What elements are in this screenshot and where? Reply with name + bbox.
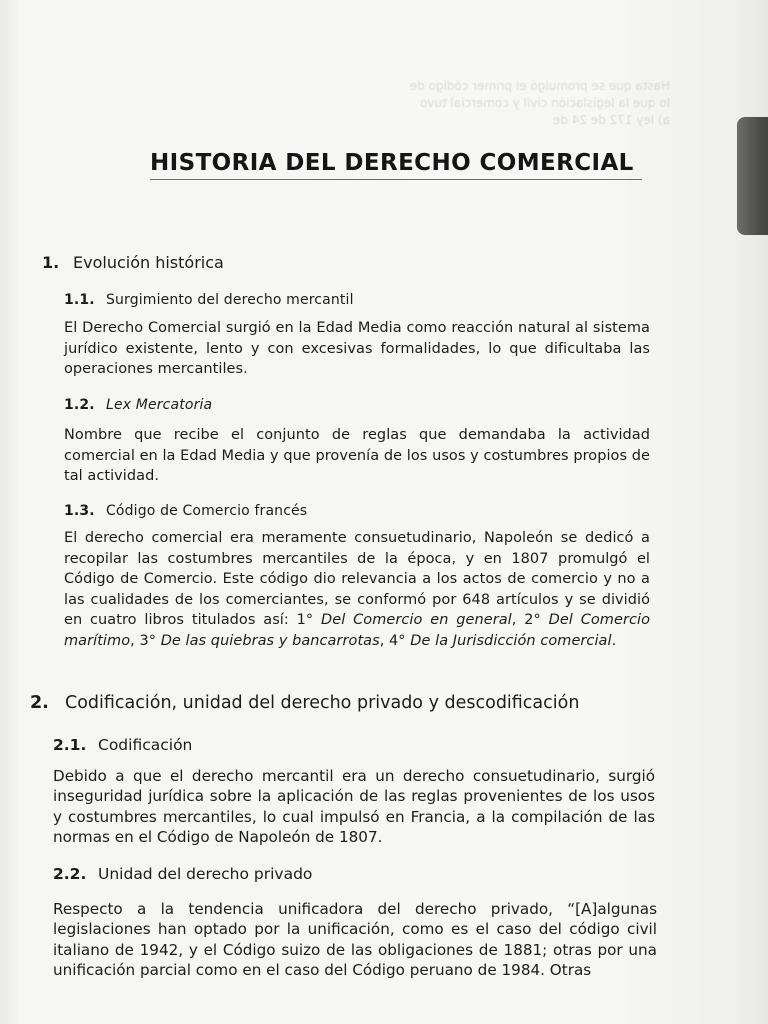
section-1-heading: [42, 253, 224, 272]
paragraph: Debido a que el derecho mercantil era un derecho consuetudinario, surgió inseguridad jurídica sobre la aplicación de las reglas provenientes de los usos y costumbres mercantiles, lo cual impulsó en Francia, a la compilación de las normas en el Código de Napoleón de 1807.: [53, 767, 655, 846]
text-run: .: [611, 632, 617, 649]
section-number: 2.: [30, 693, 49, 713]
text-run: , 4°: [379, 632, 411, 649]
paragraph: El Derecho Comercial surgió en la Edad Media como reacción natural al sistema jurídico existente, lento y con excesivas formalidades, lo que dificultaba las operaciones mercantiles.: [64, 320, 650, 377]
subsection-number: 1.2.: [64, 397, 95, 413]
subsection-1-1-text: [64, 318, 650, 380]
page-title: HISTORIA DEL DERECHO COMERCIAL: [150, 150, 634, 176]
section-number: 1.: [42, 253, 60, 272]
show-through-text: Hasta que se promulgó el primer código de lo que la legislación civil y comercial tuvo a) ley 172 de 24 de: [409, 79, 670, 127]
text-run: El derecho comercial era meramente consuetudinario, Napoleón se dedicó a recopilar las costumbres mercantiles de la época, y en 1807 promulgó el Código de Comercio. Este código dio relevancia a los actos de comercio y no a las cualidades de los comerciantes, se conformó por 648 artículos y se dividió en cuatro libros titulados así: 1°: [64, 530, 650, 628]
subsection-title: Codificación: [98, 736, 193, 754]
page-tab-marker: [737, 117, 768, 235]
subsection-number: 2.1.: [53, 736, 87, 754]
section-title: Codificación, unidad del derecho privado y descodificación: [65, 693, 580, 713]
subsection-2-1-heading: [53, 736, 192, 754]
book-title: De la Jurisdicción comercial: [410, 632, 612, 649]
book-title: Del Comercio en general: [321, 612, 512, 628]
subsection-1-1-heading: [64, 292, 354, 308]
subsection-number: 1.1.: [64, 292, 95, 308]
subsection-1-3-text: [64, 528, 650, 651]
subsection-title: Lex Mercatoria: [106, 397, 213, 413]
subsection-number: 1.3.: [64, 503, 95, 519]
text-run: , 3°: [130, 632, 161, 649]
section-2-heading: [30, 693, 579, 713]
text-run: , 2°: [511, 612, 549, 628]
paragraph: Respecto a la tendencia unificadora del derecho privado, “[A]algunas legislaciones han optado por la unificación, como es el caso del código civil italiano de 1942, y el Código suizo de las obligaciones de 1881; otras por una unificación parcial como en el caso del Código peruano de 1984. Otras: [53, 900, 657, 979]
subsection-1-3-heading: [64, 503, 307, 519]
subsection-2-2-text: [53, 899, 657, 980]
book-title: De las quiebras y bancarrotas: [160, 632, 380, 649]
subsection-1-2-heading: [64, 397, 212, 413]
book-title: Del Comercio marítimo: [64, 612, 650, 649]
title-underline: [150, 179, 642, 180]
subsection-title: Surgimiento del derecho mercantil: [106, 292, 354, 308]
paragraph: Nombre que recibe el conjunto de reglas que demandaba la actividad comercial en la Edad Media y que provenía de los usos y costumbres propios de tal actividad.: [64, 427, 650, 484]
subsection-2-1-text: [53, 766, 655, 847]
subsection-number: 2.2.: [53, 865, 87, 883]
subsection-1-2-text: [64, 425, 650, 487]
subsection-2-2-heading: [53, 865, 312, 883]
subsection-title: Unidad del derecho privado: [98, 865, 313, 883]
paragraph: [64, 528, 650, 651]
section-title: Evolución histórica: [73, 253, 224, 272]
subsection-title: Código de Comercio francés: [106, 503, 308, 519]
